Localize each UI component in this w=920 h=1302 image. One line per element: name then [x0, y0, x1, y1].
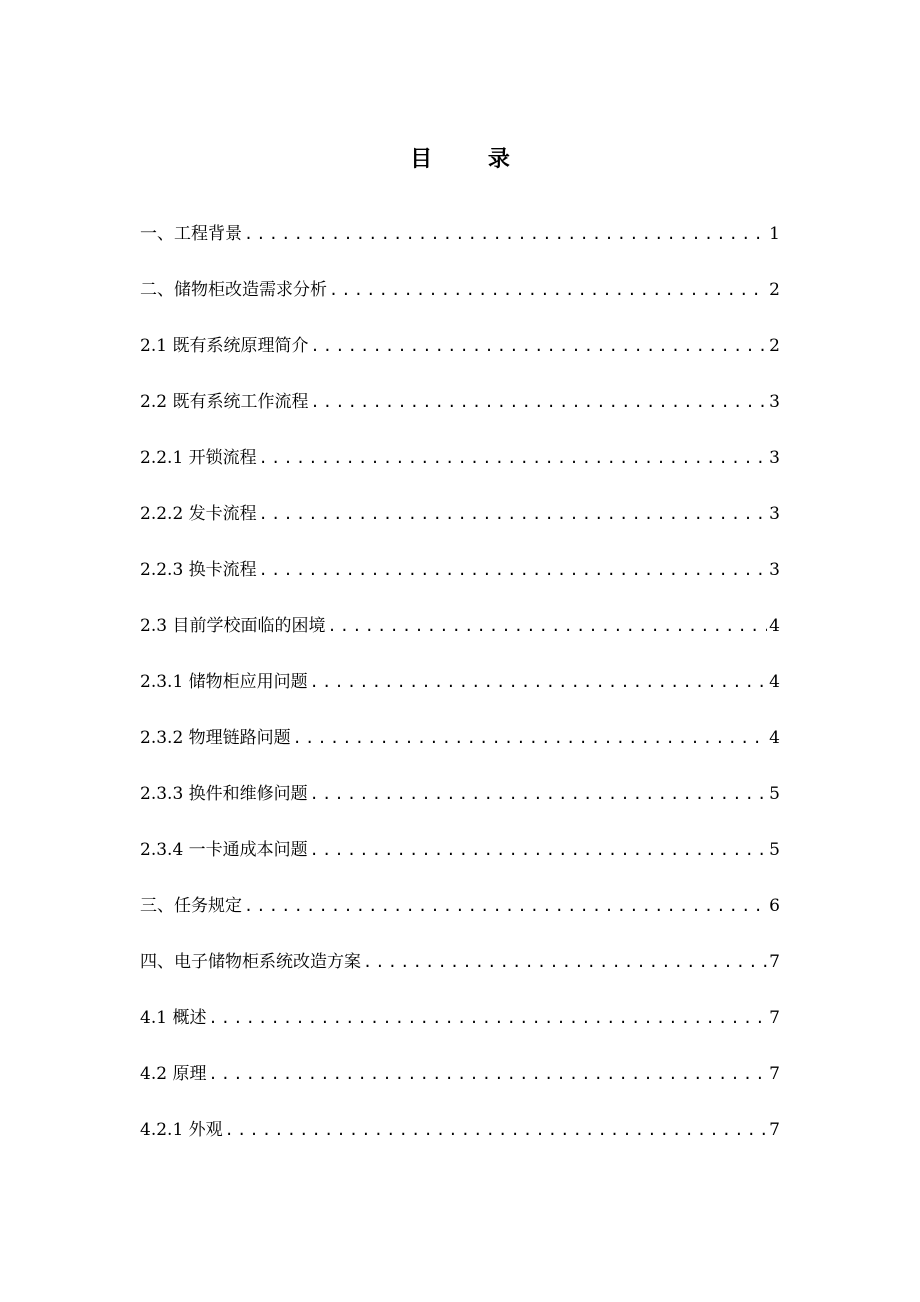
toc-entry-text: 2.3.3 换件和维修问题 — [140, 784, 308, 804]
toc-page-number: 4 — [769, 728, 780, 748]
toc-leader-dots — [259, 444, 768, 472]
toc-entry-text: 一、工程背景 — [140, 224, 242, 244]
toc-page-number: 4 — [769, 672, 780, 692]
toc-entry-text: 四、电子储物柜系统改造方案 — [140, 952, 361, 972]
toc-entry-text: 4.2 原理 — [140, 1064, 207, 1084]
toc-entry-text: 2.3.4 一卡通成本问题 — [140, 840, 308, 860]
toc-entry[interactable] — [140, 276, 780, 332]
toc-entry-text: 三、任务规定 — [140, 896, 242, 916]
toc-title: 目 录 — [410, 146, 534, 172]
toc-page-number: 2 — [769, 336, 780, 356]
toc-page-number: 3 — [769, 448, 780, 468]
toc-page-number: 6 — [769, 896, 780, 916]
toc-page-number: 7 — [769, 1064, 780, 1084]
toc-page-number: 4 — [769, 616, 780, 636]
toc-leader-dots — [363, 948, 767, 976]
toc-entry[interactable] — [140, 836, 780, 892]
toc-entry[interactable] — [140, 892, 780, 948]
toc-leader-dots — [244, 892, 767, 920]
toc-entry-text: 2.2 既有系统工作流程 — [140, 392, 309, 412]
toc-entry[interactable] — [140, 332, 780, 388]
toc-leader-dots — [293, 724, 768, 752]
toc-leader-dots — [327, 612, 767, 640]
toc-leader-dots — [208, 1060, 767, 1088]
toc-page-number: 7 — [769, 1120, 780, 1140]
toc-entry[interactable] — [140, 612, 780, 668]
toc-leader-dots — [310, 388, 767, 416]
toc-leader-dots — [310, 668, 768, 696]
toc-leader-dots — [208, 1004, 767, 1032]
toc-page-number: 5 — [769, 784, 780, 804]
toc-entry-text: 2.2.2 发卡流程 — [140, 504, 257, 524]
toc-page-number: 3 — [769, 392, 780, 412]
toc-entry-text: 2.1 既有系统原理简介 — [140, 336, 309, 356]
toc-entry[interactable] — [140, 220, 780, 276]
toc-entry[interactable] — [140, 1116, 780, 1172]
toc-leader-dots — [329, 276, 767, 304]
toc-entry[interactable] — [140, 556, 780, 612]
toc-leader-dots — [310, 836, 768, 864]
table-of-contents — [140, 220, 780, 1172]
toc-entry-text: 2.3.2 物理链路问题 — [140, 728, 291, 748]
toc-page-number: 2 — [769, 280, 780, 300]
toc-page-number: 3 — [769, 504, 780, 524]
toc-leader-dots — [259, 500, 768, 528]
toc-leader-dots — [310, 332, 767, 360]
toc-entry[interactable] — [140, 500, 780, 556]
toc-entry-text: 2.3 目前学校面临的困境 — [140, 616, 326, 636]
toc-entry-text: 2.2.1 开锁流程 — [140, 448, 257, 468]
toc-entry-text: 2.3.1 储物柜应用问题 — [140, 672, 308, 692]
toc-entry[interactable] — [140, 388, 780, 444]
toc-entry[interactable] — [140, 1060, 780, 1116]
toc-entry[interactable] — [140, 780, 780, 836]
toc-entry[interactable] — [140, 444, 780, 500]
toc-leader-dots — [310, 780, 768, 808]
toc-leader-dots — [244, 220, 767, 248]
toc-entry[interactable] — [140, 948, 780, 1004]
toc-entry-text: 4.1 概述 — [140, 1008, 207, 1028]
toc-page-number: 3 — [769, 560, 780, 580]
toc-page-number: 1 — [769, 224, 780, 244]
toc-entry[interactable] — [140, 668, 780, 724]
toc-entry[interactable] — [140, 724, 780, 780]
toc-entry[interactable] — [140, 1004, 780, 1060]
toc-entry-text: 4.2.1 外观 — [140, 1120, 223, 1140]
toc-entry-text: 二、储物柜改造需求分析 — [140, 280, 327, 300]
toc-leader-dots — [225, 1116, 768, 1144]
toc-page-number: 7 — [769, 1008, 780, 1028]
toc-leader-dots — [259, 556, 768, 584]
toc-page-number: 7 — [769, 952, 780, 972]
toc-page-number: 5 — [769, 840, 780, 860]
toc-entry-text: 2.2.3 换卡流程 — [140, 560, 257, 580]
